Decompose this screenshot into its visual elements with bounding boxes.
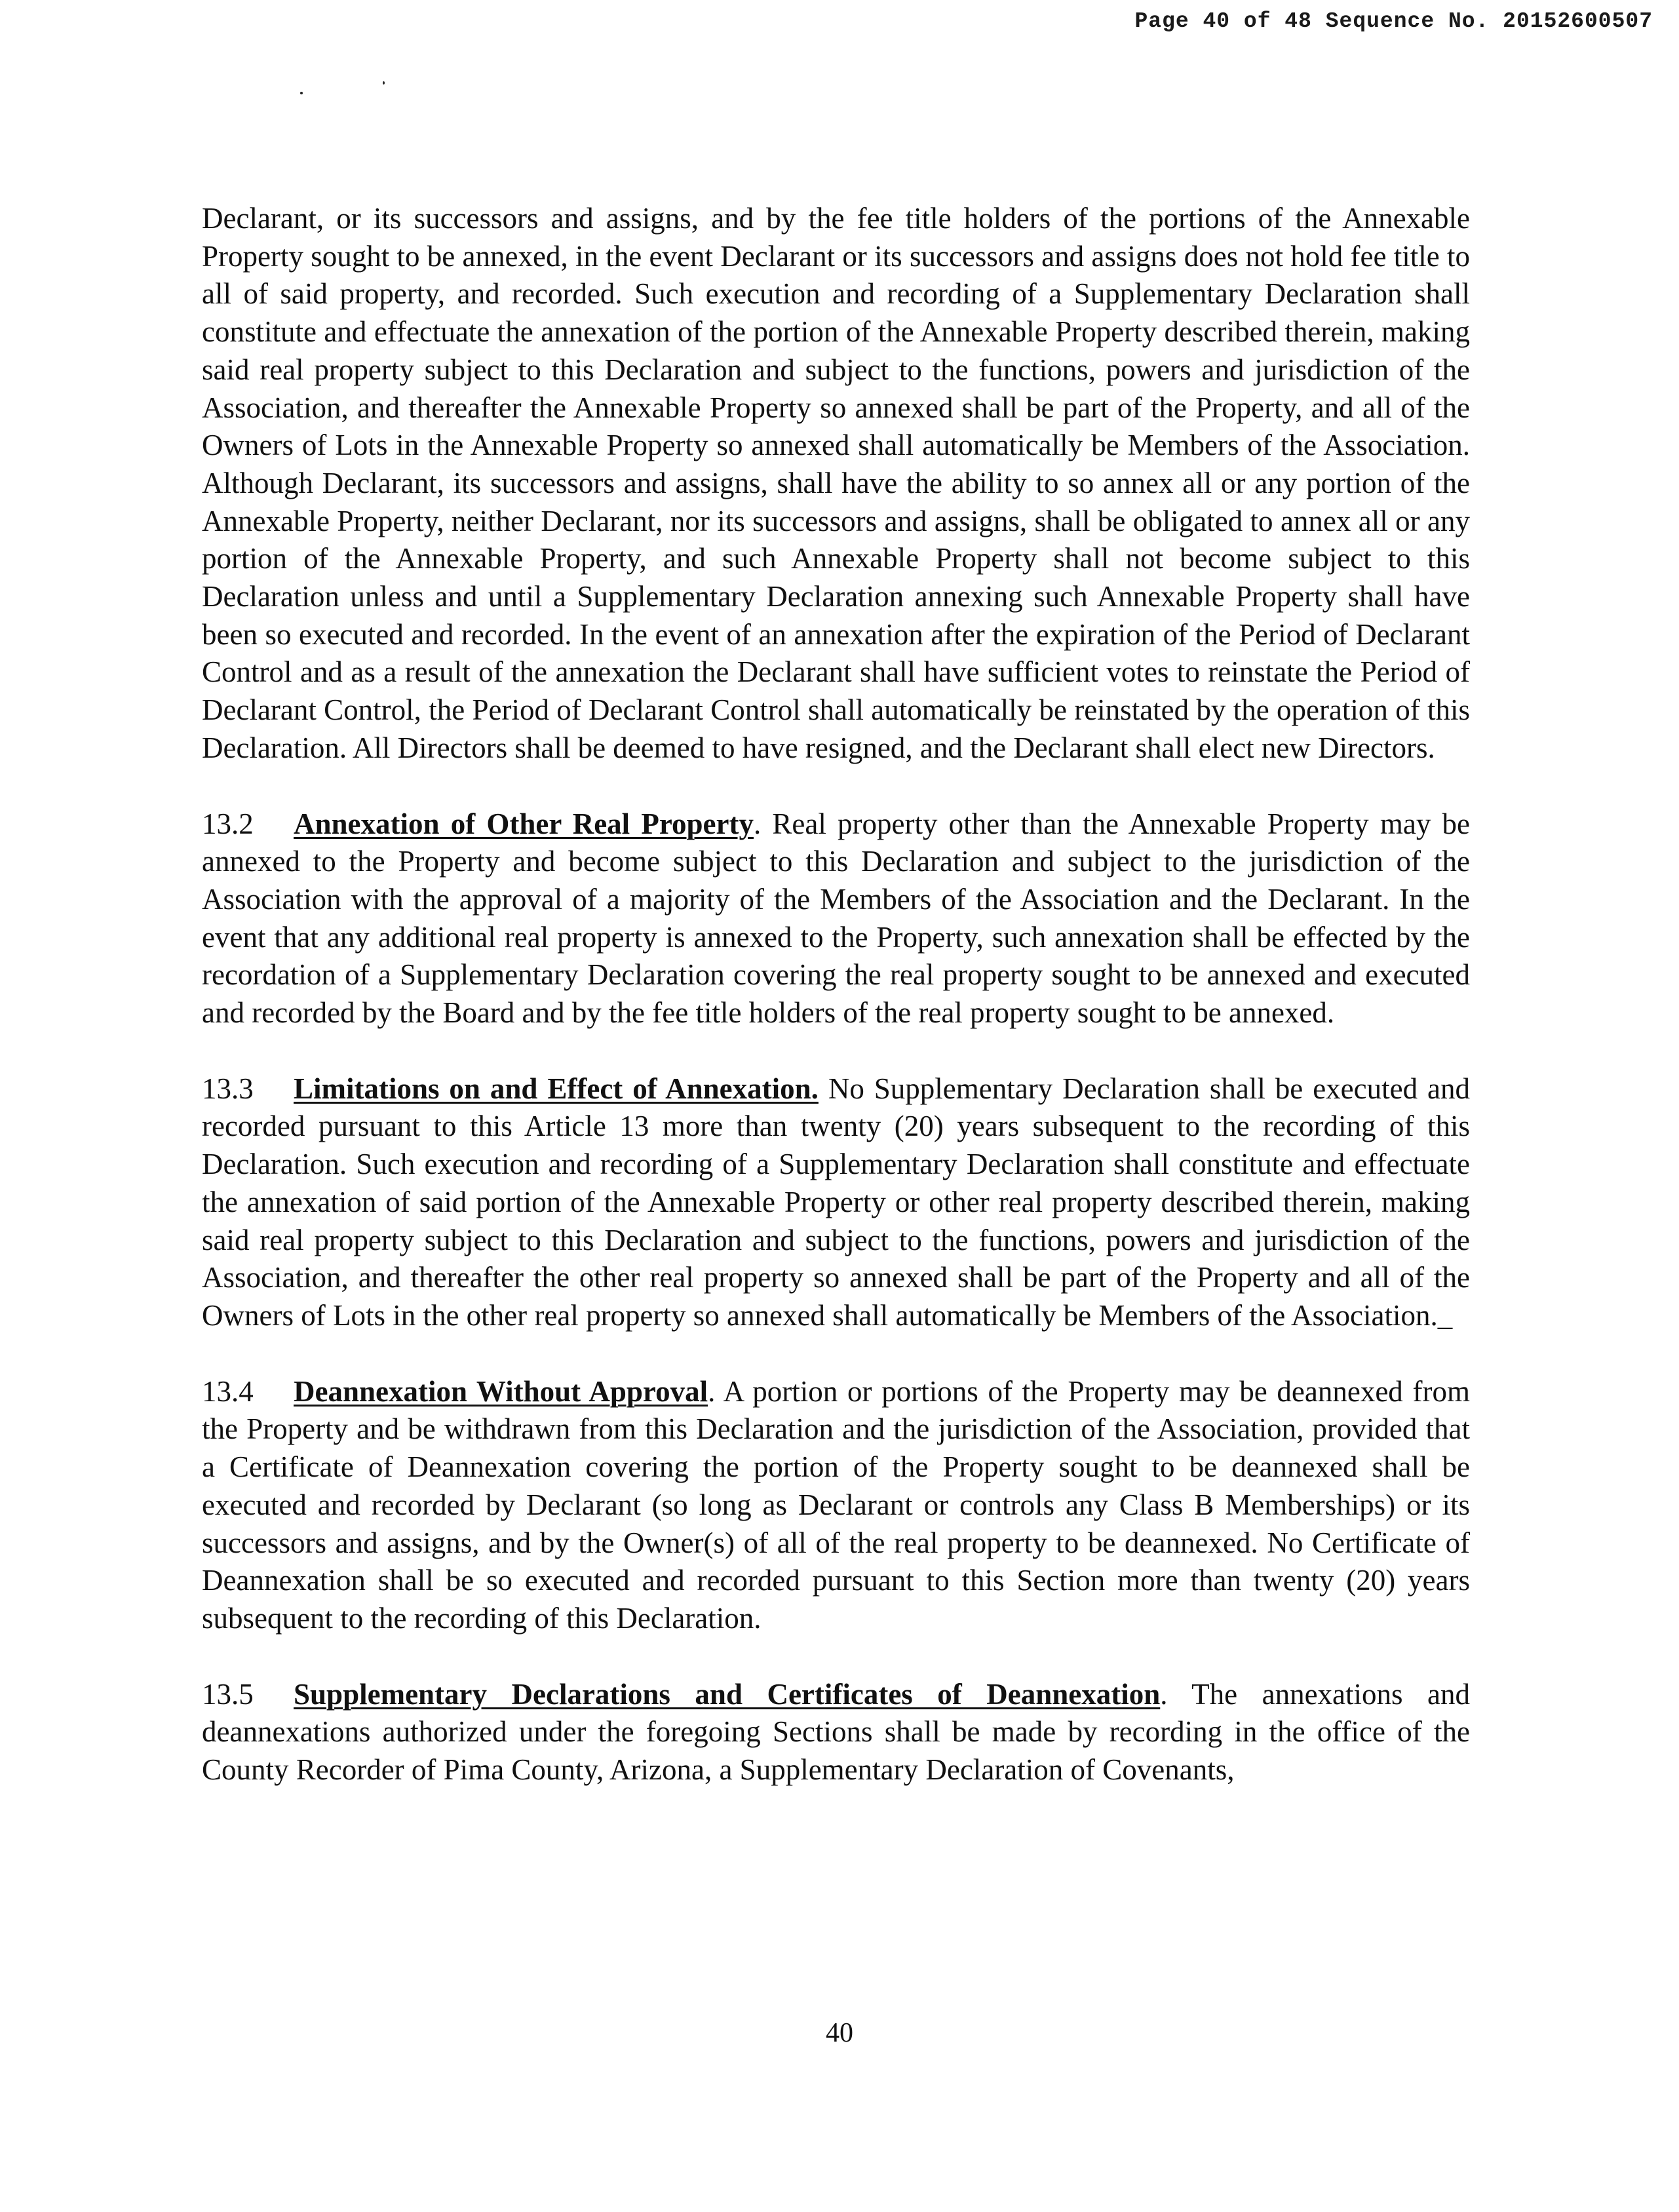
section-body: . Real property other than the Annexable Property may be annexed to the Property and become subject to this Declaration and subject to the jurisdiction of the Association with the approval of a majority of the Members of the Association and the Declarant. In the event that any additional real property is annexed to the Property, such annexation shall be effected by the recordation of a Supplementary Declaration covering the real property sought to be annexed and executed and recorded by the Board and by the fee title holders of the real property sought to be annexed. (202, 807, 1470, 1030)
page-number: 40 (826, 2018, 853, 2048)
section-title: Deannexation Without Approval (294, 1374, 708, 1408)
section-13-4 (202, 1373, 1470, 1638)
continuation-paragraph: Declarant, or its successors and assigns, and by the fee title holders of the portions of the Annexable Property sought to be annexed, in the event Declarant or its successors and assigns does not hold fee title to all of said property, and recorded. Such execution and recording of a Supplementary Declaration shall constitute and effectuate the annexation of the portion of the Annexable Property described therein, making said real property subject to this Declaration and subject to the functions, powers and jurisdiction of the Association, and thereafter the Annexable Property so annexed shall be part of the Property, and all of the Owners of Lots in the Annexable Property so annexed shall automatically be Members of the Association. Although Declarant, its successors and assigns, shall have the ability to so annex all or any portion of the Annexable Property, neither Declarant, nor its successors and assigns, shall be obligated to annex all or any portion of the Annexable Property, and such Annexable Property shall not become subject to this Declaration unless and until a Supplementary Declaration annexing such Annexable Property shall have been so executed and recorded. In the event of an annexation after the expiration of the Period of Declarant Control and as a result of the annexation the Declarant shall have sufficient votes to reinstate the Period of Declarant Control, the Period of Declarant Control shall automatically be reinstated by the operation of this Declaration. All Directors shall be deemed to have resigned, and the Declarant shall elect new Directors. (202, 202, 1470, 764)
section-13-5 (202, 1676, 1470, 1789)
section-number: 13.3 (202, 1072, 254, 1105)
section-number: 13.4 (202, 1374, 254, 1408)
scan-speck (300, 92, 303, 94)
section-13-3 (202, 1070, 1470, 1335)
section-13-2 (202, 805, 1470, 1032)
section-body: . A portion or portions of the Property may be deannexed from the Property and be withdrawn from this Declaration and the jurisdiction of the Association, provided that a Certificate of Deannexation covering the portion of the Property sought to be deannexed shall be executed and recorded by Declarant (so long as Declarant or controls any Class B Memberships) or its successors and assigns, and by the Owner(s) of all of the real property to be deannexed. No Certificate of Deannexation shall be so executed and recorded pursuant to this Section more than twenty (20) years subsequent to the recording of this Declaration. (202, 1374, 1470, 1635)
section-body: . The annexations and deannexations authorized under the foregoing Sections shall be made by recording in the office of the County Recorder of Pima County, Arizona, a Supplementary Declaration of Covenants, (202, 1677, 1470, 1787)
section-number: 13.5 (202, 1677, 254, 1711)
section-body: No Supplementary Declaration shall be executed and recorded pursuant to this Article 13 more than twenty (20) years subsequent to the recording of this Declaration. Such execution and recording of a Supplementary Declaration shall constitute and effectuate the annexation of said portion of the Annexable Property or other real property described therein, making said real property subject to this Declaration and subject to the functions, powers and jurisdiction of the Association, and thereafter the other real property so annexed shall be part of the Property and all of the Owners of Lots in the other real property so annexed shall automatically be Members of the Association._ (202, 1072, 1470, 1332)
section-title: Supplementary Declarations and Certificates of Deannexation (294, 1677, 1161, 1711)
section-title: Annexation of Other Real Property (294, 807, 754, 840)
document-body (202, 200, 1470, 1827)
section-number: 13.2 (202, 807, 254, 840)
page-header-sequence: Page 40 of 48 Sequence No. 20152600507 (1134, 9, 1653, 33)
scan-speck (383, 81, 385, 85)
section-title: Limitations on and Effect of Annexation. (294, 1072, 819, 1105)
